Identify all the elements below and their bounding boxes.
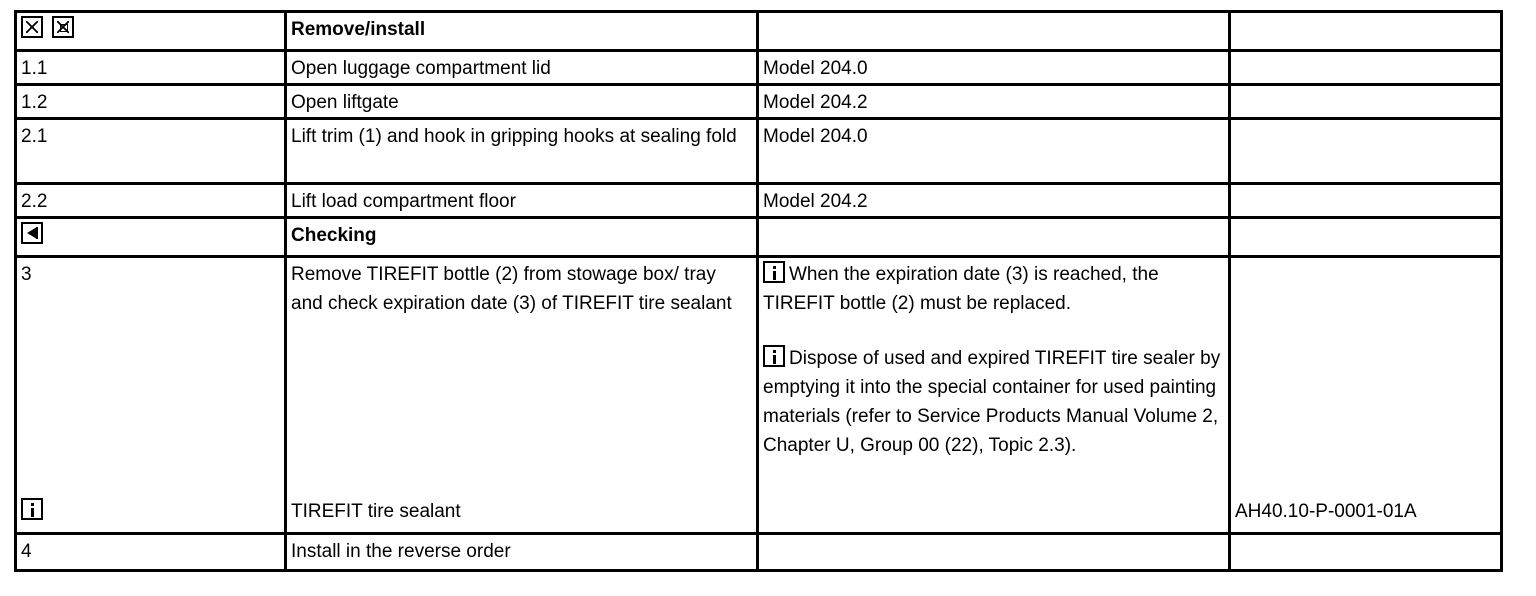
reference-cell: [1230, 85, 1502, 119]
table-row: [16, 12, 1502, 51]
info-label: TIREFIT tire sealant: [291, 501, 461, 522]
step-action: Install in the reverse order: [286, 534, 758, 571]
note-cell: [758, 12, 1230, 51]
table-row: [16, 184, 1502, 218]
step-cell: [16, 218, 286, 257]
note-cell: [758, 218, 1230, 257]
document-reference: AH40.10-P-0001-01A: [1235, 501, 1417, 522]
reference-cell: [1230, 51, 1502, 85]
expand-icon: [21, 16, 43, 38]
step-action: Lift load compartment floor: [286, 184, 758, 218]
section-title-checking: Checking: [286, 218, 758, 257]
step-action: Lift trim (1) and hook in gripping hooks at sealing fold: [286, 119, 758, 184]
info-icon: [763, 345, 785, 367]
back-icon: [21, 222, 43, 244]
note-expiration-text: When the expiration date (3) is reached, the TIREFIT bottle (2) must be replaced.: [763, 264, 1159, 314]
info-icon: [763, 261, 785, 283]
step-action: Open liftgate: [286, 85, 758, 119]
note-disposal-text: Dispose of used and expired TIREFIT tire sealer by emptying it into the special container for used painting materials (refer to Service Products Manual Volume 2, Chapter U, Group 00 (22), Topic 2.3).: [763, 348, 1221, 456]
step-number: 4: [16, 534, 286, 571]
step-number: 2.1: [16, 119, 286, 184]
table-row: [16, 51, 1502, 85]
step-action: Remove TIREFIT bottle (2) from stowage box/ tray and check expiration date (3) of TIREFIT tire sealant: [291, 264, 732, 314]
info-icon: [21, 498, 43, 520]
step-cell: [16, 257, 286, 534]
step-number: 1.2: [16, 85, 286, 119]
reference-cell: [1230, 119, 1502, 184]
table-row: [16, 119, 1502, 184]
table-row: [16, 257, 1502, 534]
note-expiration: [763, 260, 1224, 318]
note-disposal: [763, 344, 1224, 460]
step-note: Model 204.0: [758, 119, 1230, 184]
reference-cell: [1230, 184, 1502, 218]
step-cell: [16, 12, 286, 51]
step-number: 3: [21, 264, 32, 285]
compress-icon: [52, 16, 74, 38]
step-number: 2.2: [16, 184, 286, 218]
step-number: 1.1: [16, 51, 286, 85]
step-note: Model 204.2: [758, 184, 1230, 218]
procedure-table: [14, 10, 1503, 572]
step-action-cell: [286, 257, 758, 534]
step-note: Model 204.0: [758, 51, 1230, 85]
reference-cell: [1230, 218, 1502, 257]
reference-cell: [1230, 12, 1502, 51]
table-row: [16, 218, 1502, 257]
section-title-remove-install: Remove/install: [286, 12, 758, 51]
reference-cell: [1230, 257, 1502, 534]
step-note-cell: [758, 257, 1230, 534]
table-row: [16, 85, 1502, 119]
table-row: [16, 534, 1502, 571]
reference-cell: [1230, 534, 1502, 571]
step-note: Model 204.2: [758, 85, 1230, 119]
step-action: Open luggage compartment lid: [286, 51, 758, 85]
note-cell: [758, 534, 1230, 571]
